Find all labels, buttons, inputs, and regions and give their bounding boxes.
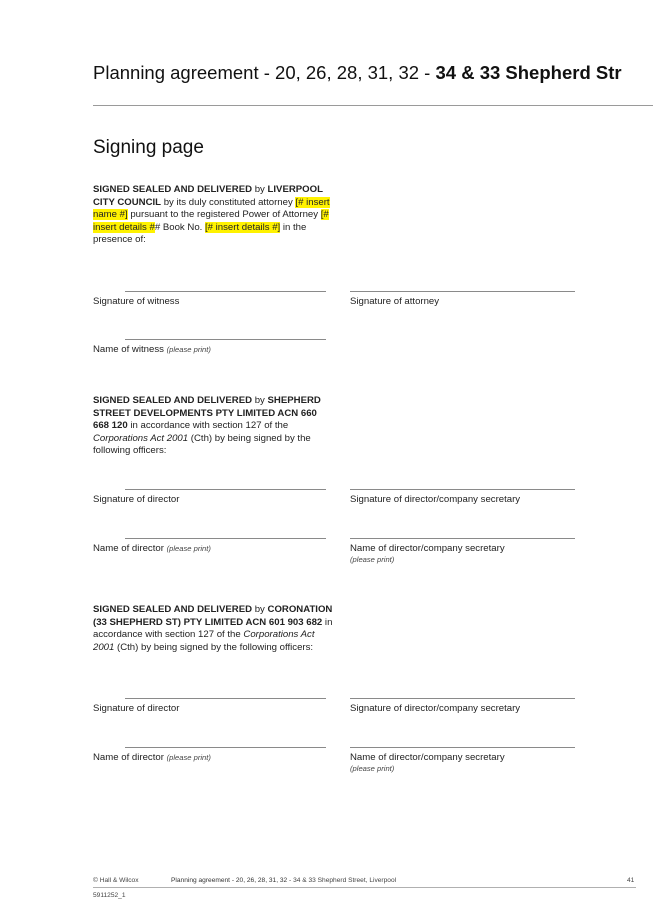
placeholder-details-1: [# insert details # [93, 209, 329, 233]
shepherd-director-signature-label: Signature of director [93, 494, 180, 505]
signed-label: SIGNED SEALED AND DELIVERED [93, 184, 253, 195]
shepherd-secretary-signature-line [350, 489, 575, 490]
council-signing-block: SIGNED SEALED AND DELIVERED by LIVERPOOL CITY COUNCIL by its duly constituted attorney [# insert name #] pursuant to the registered Power of Attorney [# insert details ## Book No. [# insert details #] in the presence of: [93, 184, 330, 246]
section-title: Signing page [93, 137, 204, 158]
footer-firm: © Hall & Wilcox [93, 877, 139, 884]
footer-document: Planning agreement - 20, 26, 28, 31, 32 - 34 & 33 Shepherd Street, Liverpool [171, 877, 397, 884]
shepherd-signing-block: SIGNED SEALED AND DELIVERED by SHEPHERD STREET DEVELOPMENTS PTY LIMITED ACN 660 668 120 in accordance with section 127 of the Corporations Act 2001 (Cth) by being signed by the following officers: [93, 395, 321, 457]
coronation-director-name-line [125, 747, 326, 748]
coronation-director-signature-line [125, 698, 326, 699]
coronation-director-name-label: Name of director (please print) [93, 752, 211, 763]
shepherd-director-name-label: Name of director (please print) [93, 543, 211, 554]
coronation-entity: CORONATION (33 SHEPHERD ST) PTY LIMITED ACN 601 903 682 [93, 604, 333, 628]
placeholder-details-2: [# insert details #] [205, 221, 281, 233]
title-regular: Planning agreement - 20, 26, 28, 31, 32 - [93, 62, 436, 83]
header-divider [93, 105, 653, 106]
witness-name-line [125, 339, 326, 340]
witness-name-label: Name of witness (please print) [93, 344, 211, 355]
coronation-secretary-signature-line [350, 698, 575, 699]
shepherd-entity: SHEPHERD STREET DEVELOPMENTS PTY LIMITED ACN 660 668 120 [93, 395, 321, 432]
attorney-signature-line [350, 291, 575, 292]
footer-page-number: 41 [627, 877, 635, 884]
shepherd-director-signature-line [125, 489, 326, 490]
footer-reference: 5911252_1 [93, 892, 126, 899]
shepherd-secretary-name-line [350, 538, 575, 539]
shepherd-secretary-name-label: Name of director/company secretary (please print) [350, 543, 505, 564]
coronation-secretary-name-line [350, 747, 575, 748]
footer-divider [93, 887, 636, 888]
shepherd-secretary-signature-label: Signature of director/company secretary [350, 494, 521, 505]
coronation-signing-block: SIGNED SEALED AND DELIVERED by CORONATION (33 SHEPHERD ST) PTY LIMITED ACN 601 903 682 in accordance with section 127 of the Corporations Act 2001 (Cth) by being signed by the following officers: [93, 604, 333, 653]
witness-signature-line [125, 291, 326, 292]
shepherd-director-name-line [125, 538, 326, 539]
coronation-director-signature-label: Signature of director [93, 703, 180, 714]
coronation-secretary-signature-label: Signature of director/company secretary [350, 703, 521, 714]
placeholder-name: [# insert name #] [93, 196, 330, 221]
document-title [93, 62, 622, 84]
council-entity: LIVERPOOL CITY COUNCIL [93, 184, 323, 208]
witness-signature-label: Signature of witness [93, 296, 180, 307]
title-bold: 34 & 33 Shepherd Str [435, 62, 622, 83]
attorney-signature-label: Signature of attorney [350, 296, 440, 307]
coronation-secretary-name-label: Name of director/company secretary (please print) [350, 752, 505, 773]
